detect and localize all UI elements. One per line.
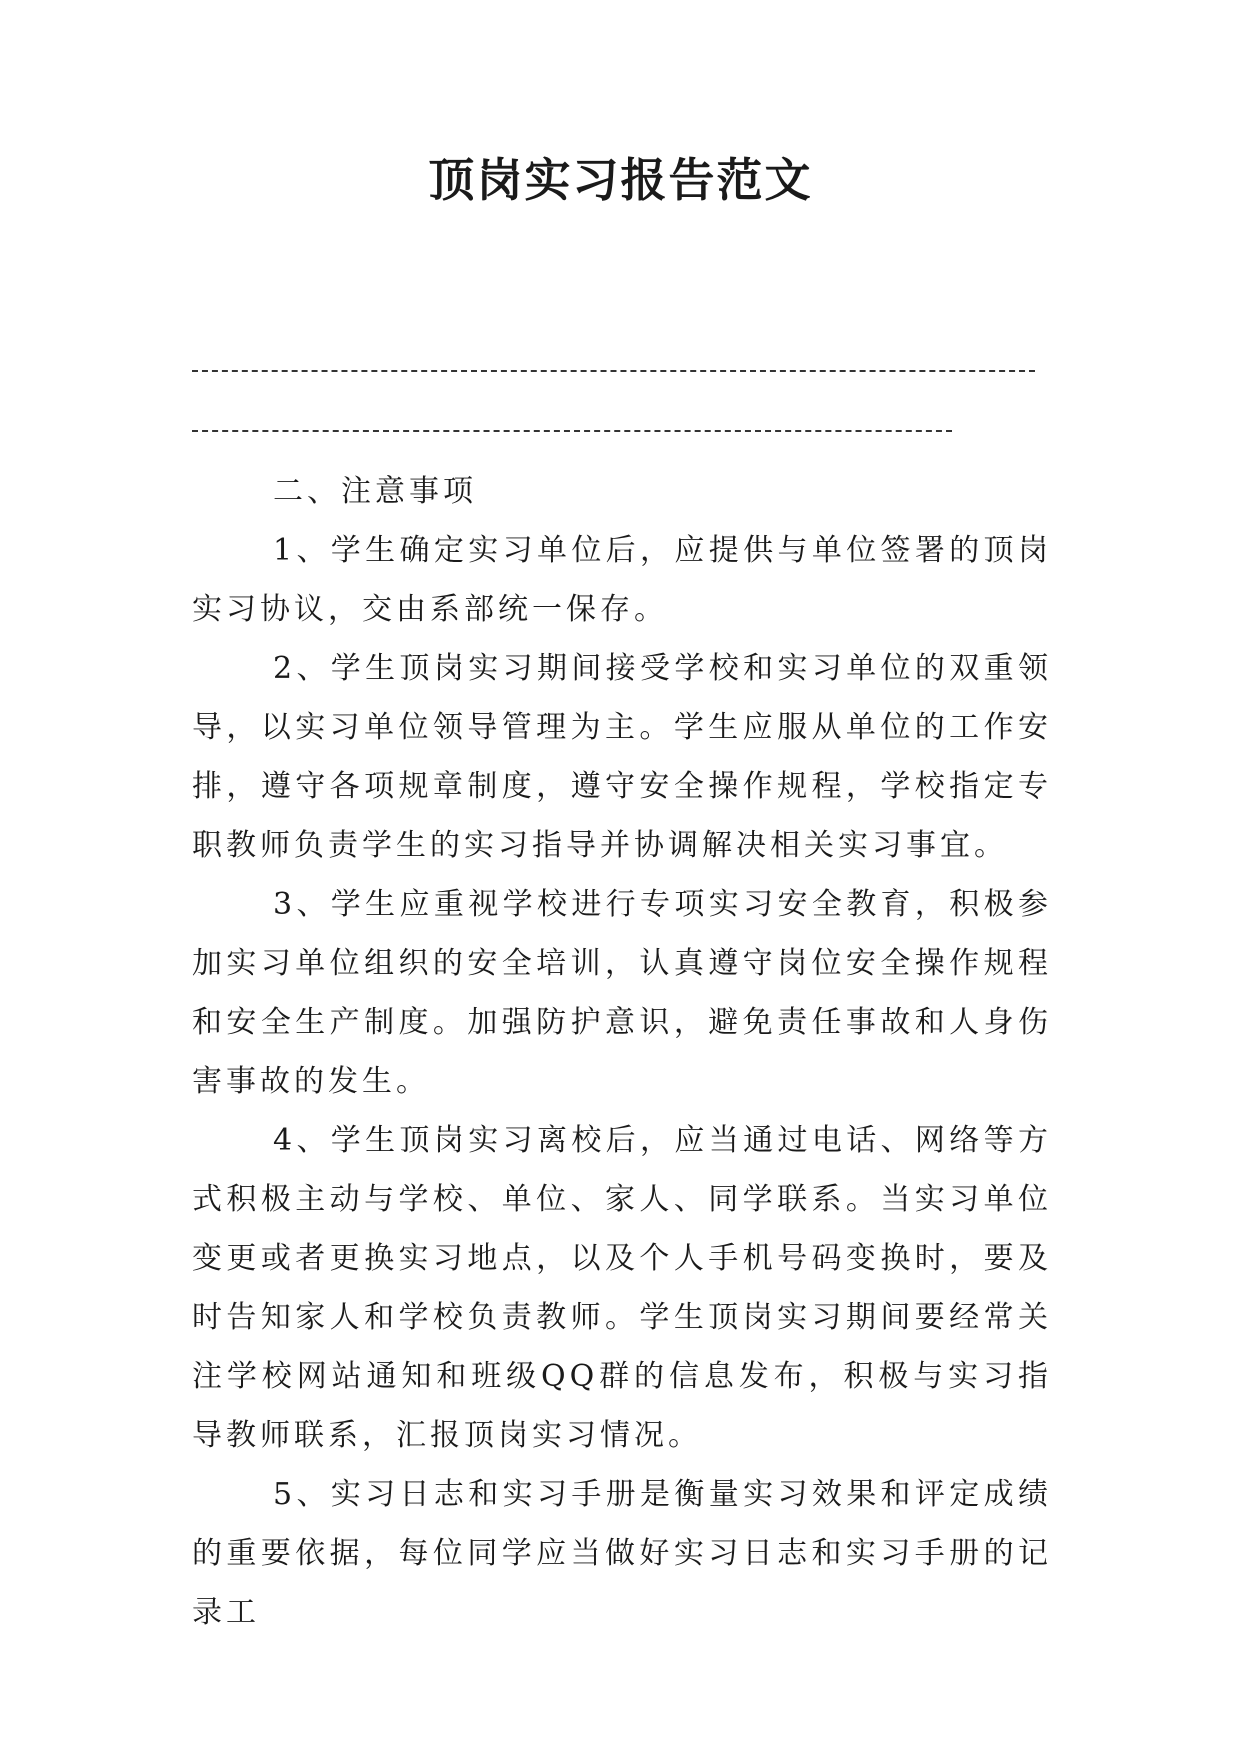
document-body: [192, 462, 1052, 1642]
dashed-separator-line: [192, 430, 952, 432]
paragraph-item-2: 2、学生顶岗实习期间接受学校和实习单位的双重领导，以实习单位领导管理为主。学生应服从单位的工作安排，遵守各项规章制度，遵守安全操作规程，学校指定专职教师负责学生的实习指导并协调解决相关实习事宜。: [192, 651, 1052, 863]
paragraph-item-4: 4、学生顶岗实习离校后，应当通过电话、网络等方式积极主动与学校、单位、家人、同学联系。当实习单位变更或者更换实习地点，以及个人手机号码变换时，要及时告知家人和学校负责教师。学生顶岗实习期间要经常关注学校网站通知和班级QQ群的信息发布，积极与实习指导教师联系，汇报顶岗实习情况。: [192, 1123, 1052, 1453]
paragraph-item-5: 5、实习日志和实习手册是衡量实习效果和评定成绩的重要依据，每位同学应当做好实习日志和实习手册的记录工: [192, 1477, 1052, 1630]
paragraph-item-1: 1、学生确定实习单位后，应提供与单位签署的顶岗实习协议，交由系部统一保存。: [192, 533, 1052, 627]
section-heading: 二、注意事项: [273, 474, 477, 509]
dashed-separator-line: [192, 370, 1035, 372]
document-title: 顶岗实习报告范文: [428, 153, 813, 207]
paragraph-item-3: 3、学生应重视学校进行专项实习安全教育，积极参加实习单位组织的安全培训，认真遵守岗位安全操作规程和安全生产制度。加强防护意识，避免责任事故和人身伤害事故的发生。: [192, 887, 1052, 1099]
